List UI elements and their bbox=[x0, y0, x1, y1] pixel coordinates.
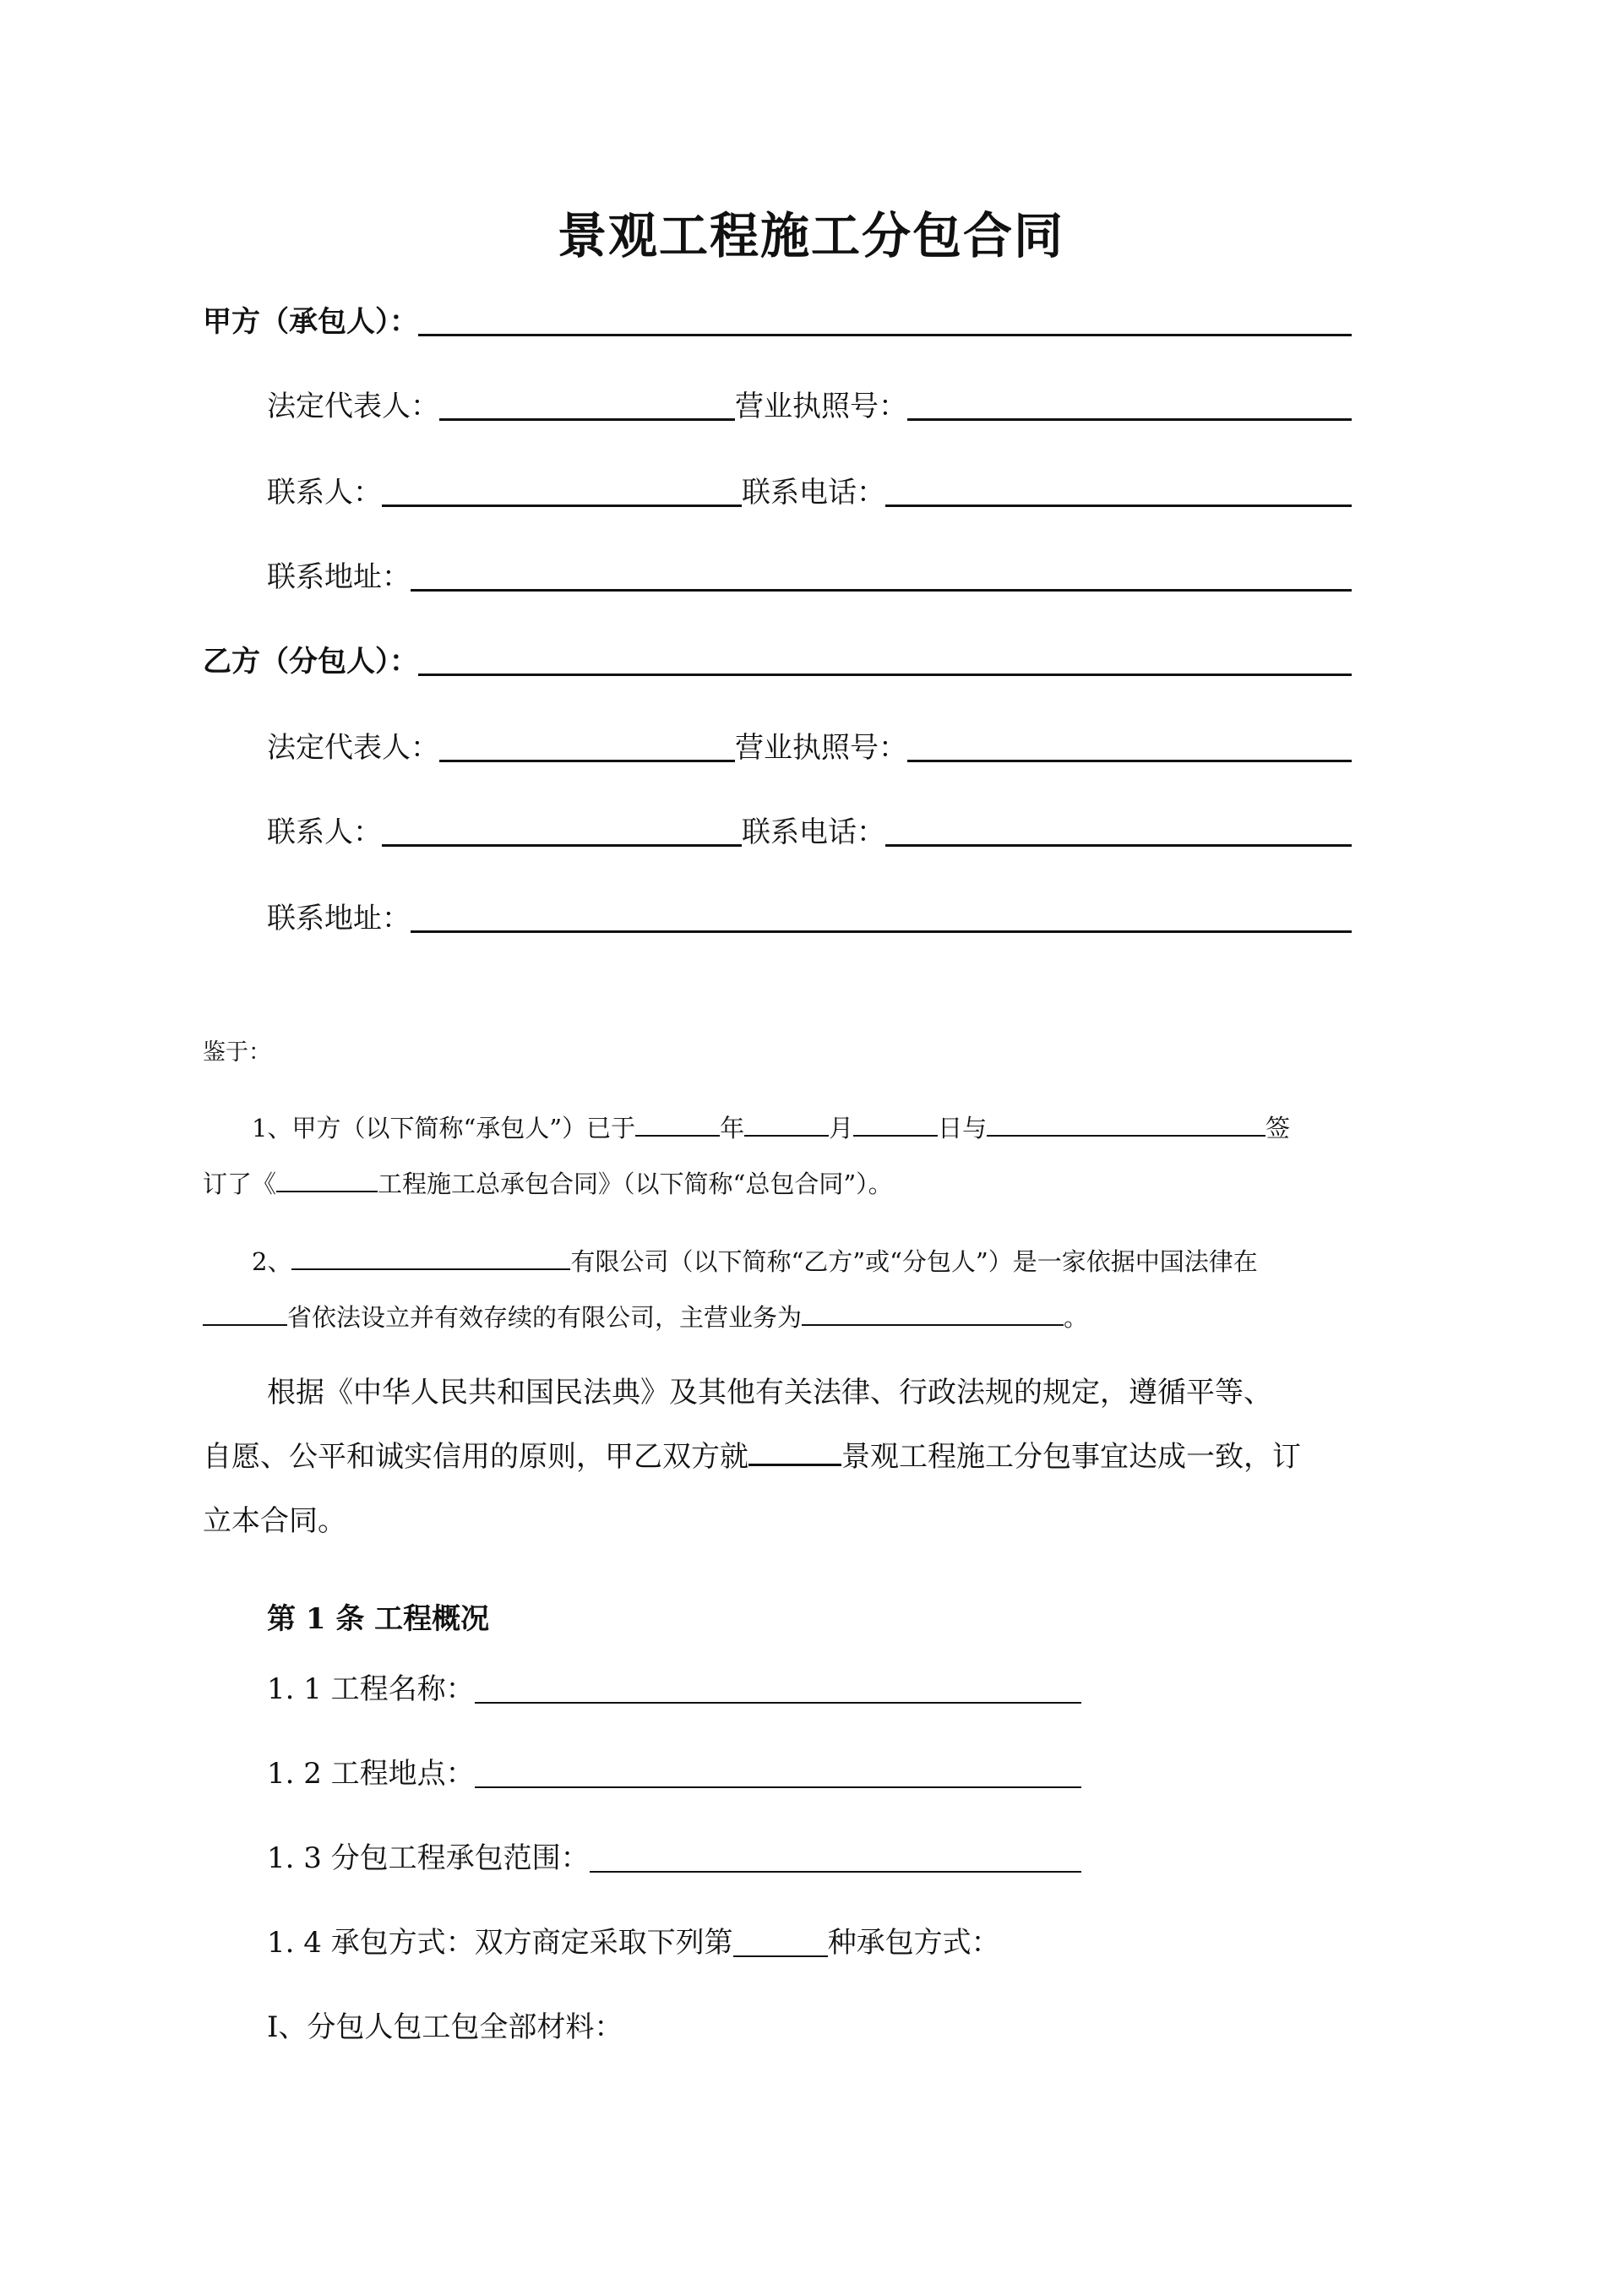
party-a-phone-field[interactable] bbox=[885, 504, 1352, 507]
recital-2-business-field[interactable] bbox=[802, 1301, 1064, 1326]
recital-1-year-label: 年 bbox=[720, 1114, 745, 1143]
party-a-phone-label: 联系电话： bbox=[742, 476, 885, 510]
party-b-license-label: 营业执照号： bbox=[735, 731, 907, 765]
recital-1-sign: 签 bbox=[1265, 1114, 1291, 1143]
recital-2-province-field[interactable] bbox=[203, 1301, 287, 1326]
recital-2-text-d: 。 bbox=[1064, 1303, 1089, 1332]
recital-1-year-field[interactable] bbox=[635, 1111, 720, 1137]
contract-mode-field[interactable] bbox=[733, 1955, 828, 1957]
party-a-license-label: 营业执照号： bbox=[735, 390, 907, 423]
project-location-field[interactable] bbox=[475, 1786, 1081, 1788]
contract-mode-suffix: 种承包方式： bbox=[827, 1926, 1000, 1960]
party-b-rep-row bbox=[267, 720, 1352, 767]
party-a-name-field[interactable] bbox=[418, 334, 1352, 336]
party-b-label: 乙方（分包人）： bbox=[203, 645, 418, 679]
contract-mode-label: 1. 4 承包方式：双方商定采取下列第 bbox=[267, 1926, 733, 1960]
party-a-license-field[interactable] bbox=[907, 418, 1352, 421]
article-1-option-1 bbox=[267, 1999, 1196, 2047]
party-b-phone-label: 联系电话： bbox=[742, 815, 885, 849]
recital-1-day-label: 日与 bbox=[938, 1114, 988, 1143]
recital-1-text-b: 订了《 bbox=[203, 1170, 277, 1198]
recital-2-text-a: 2、 bbox=[252, 1247, 292, 1276]
party-b-phone-field[interactable] bbox=[885, 844, 1352, 847]
article-1-item-3 bbox=[267, 1830, 1081, 1878]
recital-2-company-field[interactable] bbox=[291, 1245, 570, 1270]
contract-title: 景观工程施工分包合同 bbox=[557, 207, 1064, 265]
recital-1 bbox=[203, 1100, 1423, 1212]
party-b-legal-rep-field[interactable] bbox=[439, 760, 735, 762]
party-a-contact-row bbox=[267, 465, 1352, 512]
party-a-label: 甲方（承包人）： bbox=[203, 305, 418, 339]
party-a-address-field[interactable] bbox=[411, 589, 1352, 592]
basis-paragraph bbox=[203, 1361, 1423, 1553]
party-a-legal-rep-field[interactable] bbox=[439, 418, 735, 421]
party-b-legal-rep-label: 法定代表人： bbox=[267, 731, 439, 765]
party-b-address-field[interactable] bbox=[411, 930, 1352, 933]
basis-text-c: 景观工程施工分包事宜达成一致，订 bbox=[841, 1440, 1301, 1474]
recital-1-party-field[interactable] bbox=[987, 1111, 1265, 1137]
article-1-heading: 第 1 条 工程概况 bbox=[267, 1602, 490, 1636]
party-a-legal-rep-label: 法定代表人： bbox=[267, 390, 439, 423]
recital-1-text-c: 工程施工总承包合同》（以下简称“总包合同”）。 bbox=[378, 1170, 893, 1198]
recital-1-month-label: 月 bbox=[829, 1114, 854, 1143]
project-location-label: 1. 2 工程地点： bbox=[267, 1757, 475, 1791]
party-b-license-field[interactable] bbox=[907, 760, 1352, 762]
party-a-rep-row bbox=[267, 379, 1352, 426]
whereas-text: 鉴于： bbox=[203, 1039, 271, 1066]
party-b-contact-field[interactable] bbox=[382, 844, 742, 847]
option-1-label: Ⅰ、分包人包工包全部材料： bbox=[267, 2010, 623, 2044]
article-1-item-4 bbox=[267, 1915, 1196, 1962]
article-1-item-2 bbox=[267, 1746, 1081, 1793]
party-b-contact-row bbox=[267, 804, 1352, 852]
recital-1-day-field[interactable] bbox=[853, 1111, 938, 1137]
recital-1-project-field[interactable] bbox=[276, 1167, 378, 1192]
basis-text-b: 自愿、公平和诚实信用的原则，甲乙双方就 bbox=[203, 1440, 748, 1474]
scope-label: 1. 3 分包工程承包范围： bbox=[267, 1841, 590, 1875]
party-b-contact-label: 联系人： bbox=[267, 815, 382, 849]
party-b-row bbox=[203, 634, 1352, 681]
whereas-label bbox=[203, 1028, 1423, 1078]
recital-1-month-field[interactable] bbox=[744, 1111, 829, 1137]
project-name-field[interactable] bbox=[475, 1702, 1081, 1704]
party-a-row bbox=[203, 294, 1352, 341]
article-1-item-1 bbox=[267, 1661, 1081, 1709]
party-a-contact-field[interactable] bbox=[382, 504, 742, 507]
party-a-address-label: 联系地址： bbox=[267, 560, 411, 594]
party-b-address-row bbox=[267, 891, 1352, 938]
party-b-name-field[interactable] bbox=[418, 674, 1352, 676]
basis-text-a: 根据《中华人民共和国民法典》及其他有关法律、行政法规的规定，遵循平等、 bbox=[267, 1376, 1272, 1410]
recital-1-text-a: 1、甲方（以下简称“承包人”）已于 bbox=[252, 1114, 636, 1143]
recital-2-text-b: 有限公司（以下简称“乙方”或“分包人”）是一家依据中国法律在 bbox=[570, 1247, 1258, 1276]
basis-project-field[interactable] bbox=[748, 1437, 841, 1466]
party-b-address-label: 联系地址： bbox=[267, 902, 411, 935]
party-a-address-row bbox=[267, 549, 1352, 597]
recital-2 bbox=[203, 1234, 1423, 1345]
party-a-contact-label: 联系人： bbox=[267, 476, 382, 510]
project-name-label: 1. 1 工程名称： bbox=[267, 1672, 475, 1706]
basis-text-d: 立本合同。 bbox=[203, 1504, 346, 1538]
scope-field[interactable] bbox=[590, 1871, 1081, 1873]
recital-2-text-c: 省依法设立并有效存续的有限公司，主营业务为 bbox=[287, 1303, 803, 1332]
